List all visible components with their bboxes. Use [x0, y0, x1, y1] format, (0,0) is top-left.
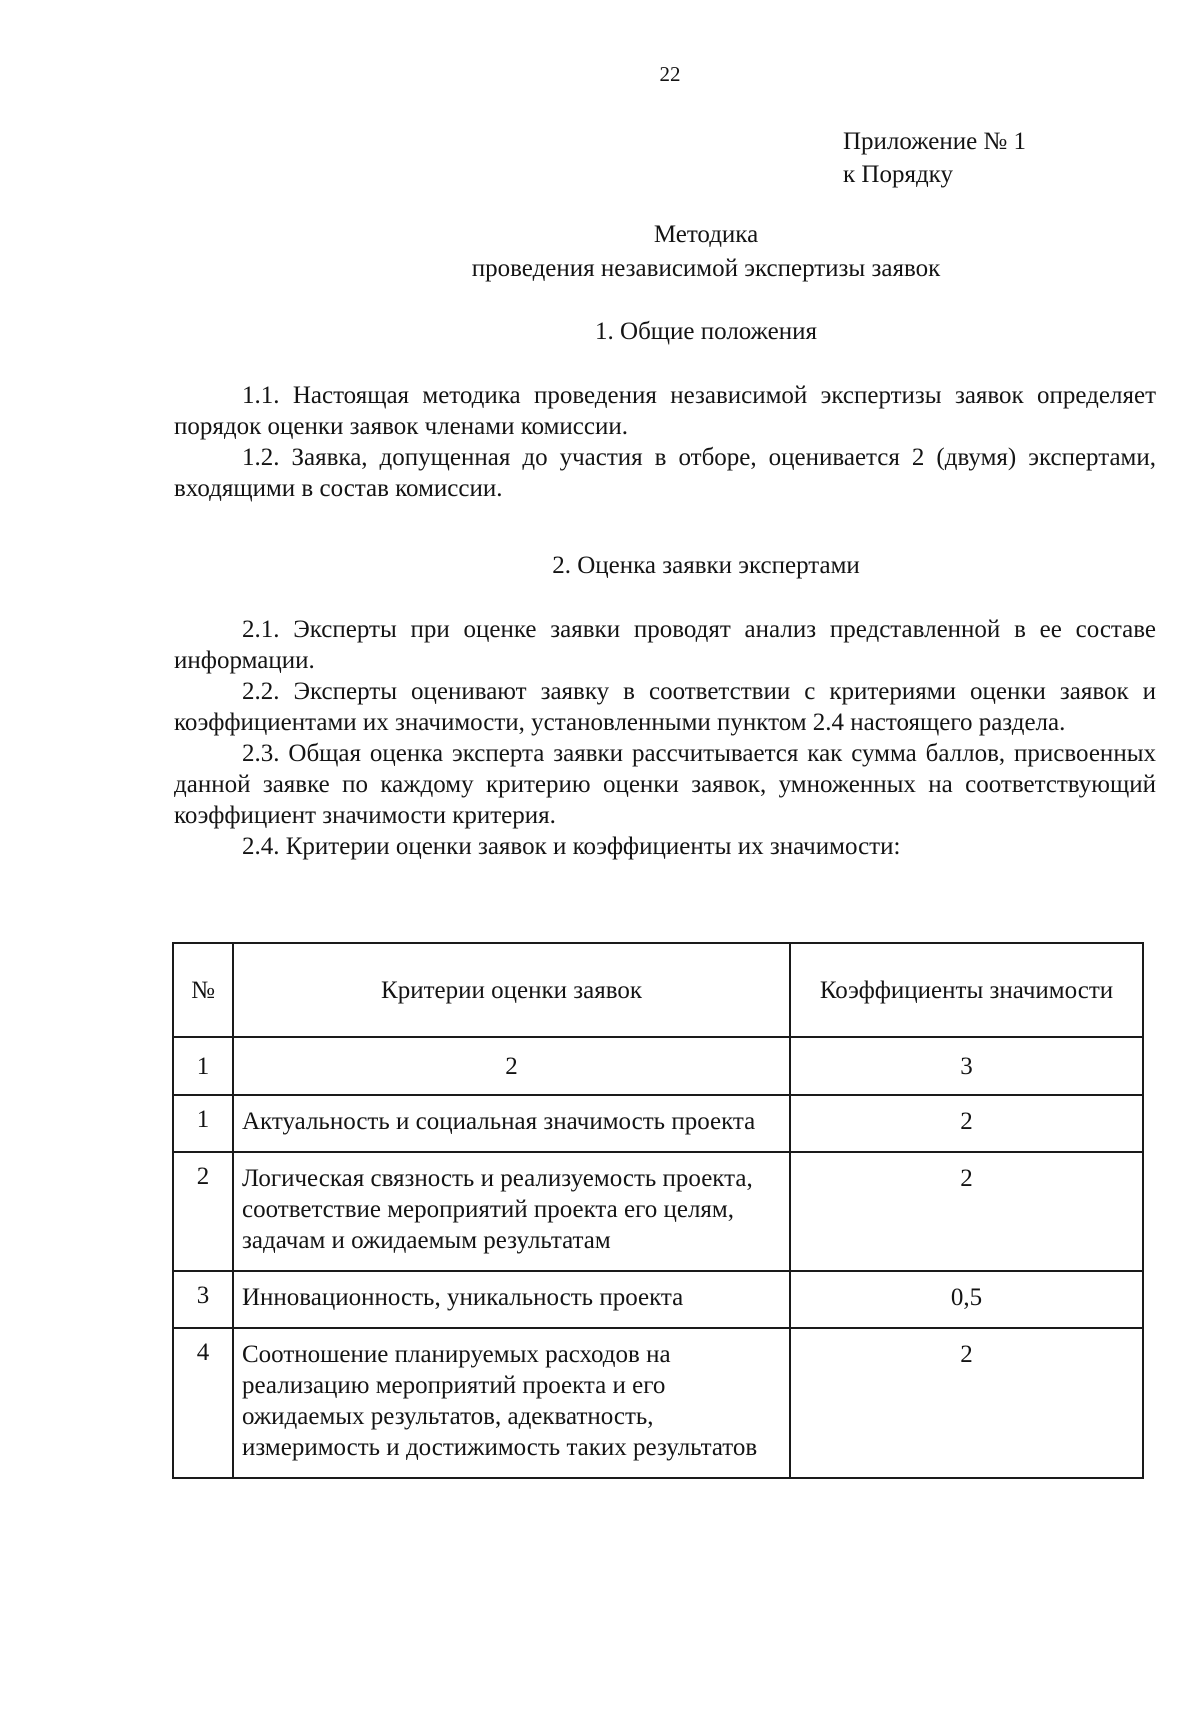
- criteria-table: [172, 942, 1144, 1479]
- paragraph-2-4: 2.4. Критерии оценки заявок и коэффициенты их значимости:: [242, 833, 901, 860]
- row-criteria: Актуальность и социальная значимость проекта: [233, 1095, 790, 1152]
- page-number: 22: [659, 62, 681, 86]
- column-number-1: 1: [173, 1037, 233, 1095]
- section-2-body: [174, 614, 1156, 862]
- paragraph-2-1: 2.1. Эксперты при оценке заявки проводят анализ представленной в ее составе информации.: [174, 616, 1156, 674]
- title-line-2: проведения независимой экспертизы заявок: [471, 255, 941, 282]
- section-1-heading: 1. Общие положения: [595, 318, 817, 345]
- column-number-3: 3: [790, 1037, 1143, 1095]
- row-number: 3: [173, 1271, 233, 1328]
- table-row: [173, 1271, 1143, 1328]
- document-title: [0, 218, 1200, 286]
- appendix-label: [843, 125, 1026, 191]
- row-coefficient: 2: [790, 1328, 1143, 1478]
- table-header-row: [173, 943, 1143, 1037]
- row-coefficient: 2: [790, 1095, 1143, 1152]
- paragraph-2-3: 2.3. Общая оценка эксперта заявки рассчитывается как сумма баллов, присвоенных данной заявке по каждому критерию оценки заявок, умноженных на соответствующий коэффициент значимости критерия.: [174, 740, 1156, 829]
- header-number: №: [173, 943, 233, 1037]
- section-1-body: [174, 380, 1156, 504]
- row-number: 2: [173, 1152, 233, 1271]
- column-number-2: 2: [233, 1037, 790, 1095]
- title-line-1: Методика: [653, 221, 759, 248]
- paragraph-1-1: 1.1. Настоящая методика проведения независимой экспертизы заявок определяет порядок оценки заявок членами комиссии.: [174, 382, 1156, 440]
- row-criteria: Соотношение планируемых расходов на реализацию мероприятий проекта и его ожидаемых результатов, адекватность, измеримость и достижимость таких результатов: [233, 1328, 790, 1478]
- section-2-heading: 2. Оценка заявки экспертами: [552, 552, 860, 579]
- table-row: [173, 1152, 1143, 1271]
- row-coefficient: 2: [790, 1152, 1143, 1271]
- appendix-line-1: Приложение № 1: [843, 128, 1027, 155]
- appendix-line-2: к Порядку: [843, 161, 953, 188]
- header-criteria: Критерии оценки заявок: [233, 943, 790, 1037]
- row-number: 4: [173, 1328, 233, 1478]
- row-number: 1: [173, 1095, 233, 1152]
- table-row: [173, 1095, 1143, 1152]
- row-coefficient: 0,5: [790, 1271, 1143, 1328]
- table-column-numbers-row: [173, 1037, 1143, 1095]
- row-criteria: Логическая связность и реализуемость проекта, соответствие мероприятий проекта его целям, задачам и ожидаемым результатам: [233, 1152, 790, 1271]
- table-row: [173, 1328, 1143, 1478]
- row-criteria: Инновационность, уникальность проекта: [233, 1271, 790, 1328]
- paragraph-1-2: 1.2. Заявка, допущенная до участия в отборе, оценивается 2 (двумя) экспертами, входящими в состав комиссии.: [174, 444, 1156, 502]
- paragraph-2-2: 2.2. Эксперты оценивают заявку в соответствии с критериями оценки заявок и коэффициентами их значимости, установленными пунктом 2.4 настоящего раздела.: [174, 678, 1156, 736]
- header-coefficient: Коэффициенты значимости: [790, 943, 1143, 1037]
